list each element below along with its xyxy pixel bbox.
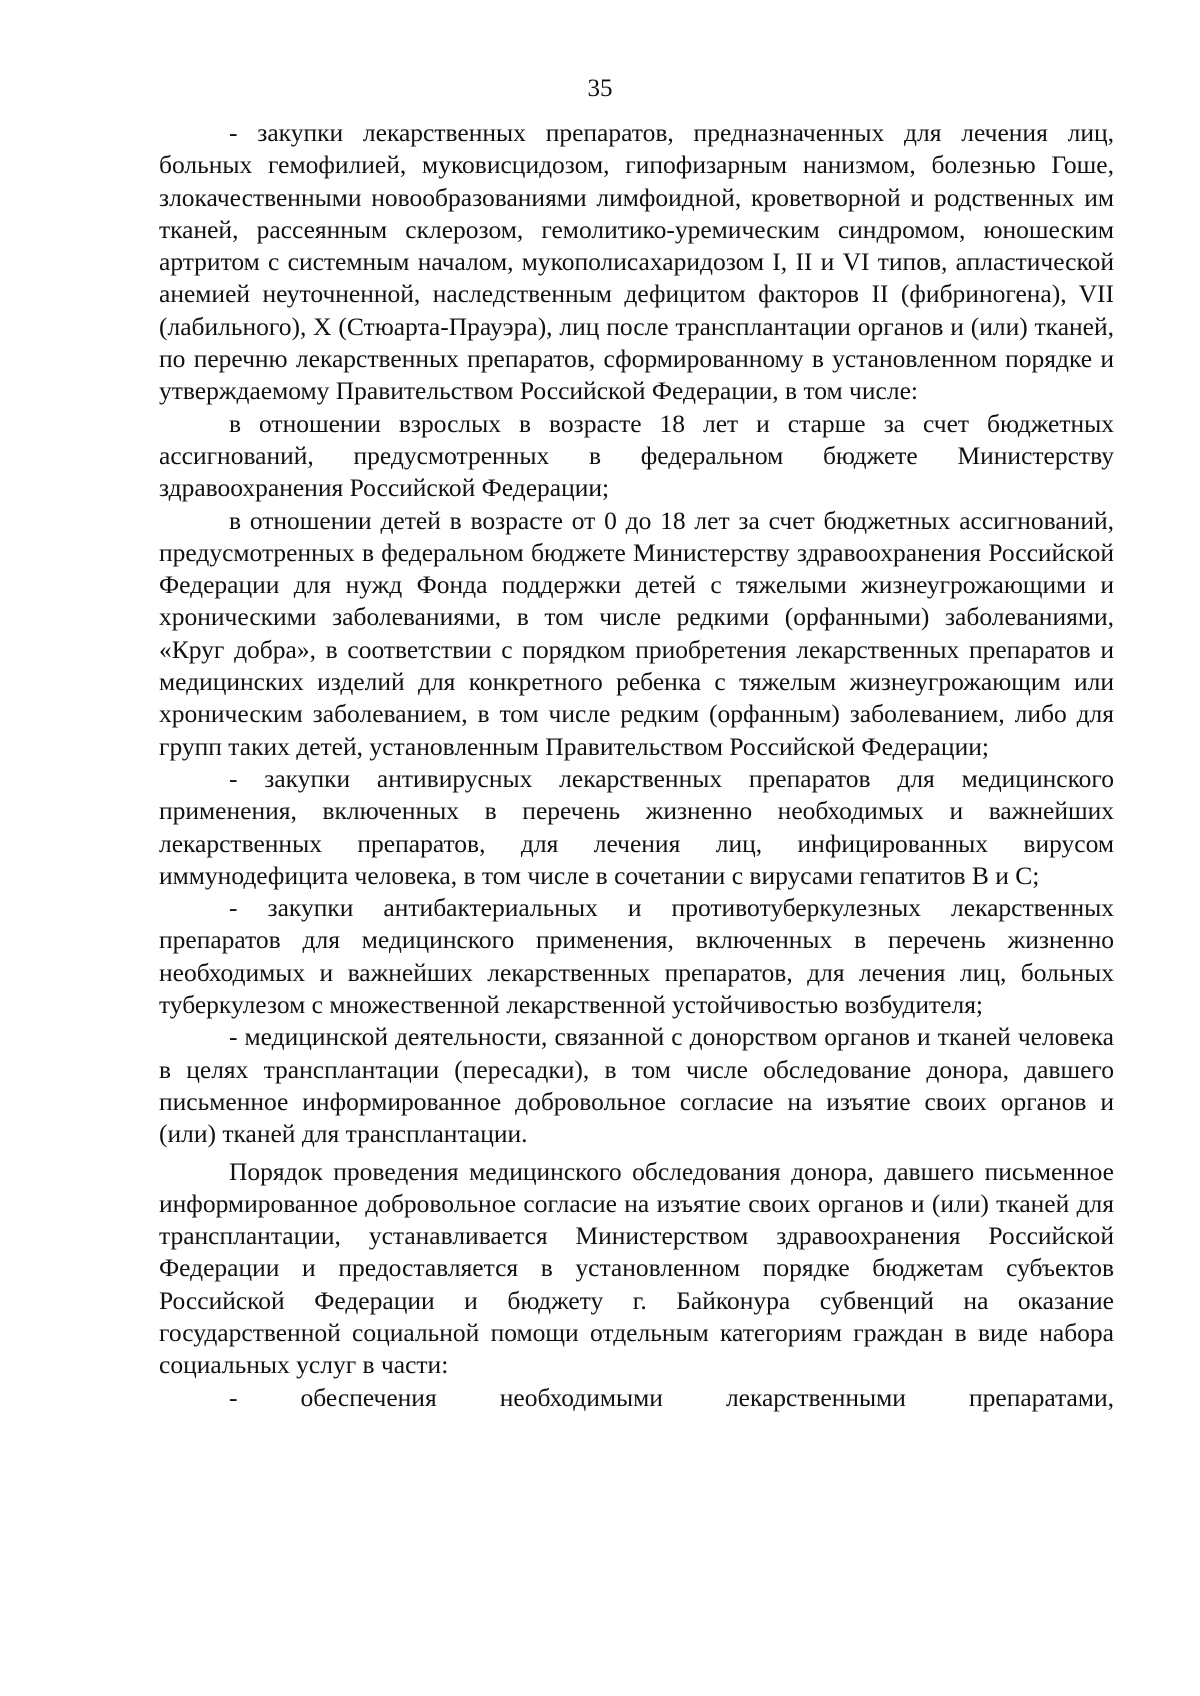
- paragraph-adults: в отношении взрослых в возрасте 18 лет и старше за счет бюджетных ассигнований, предусмотренных в федеральном бюджете Министерству здравоохранения Российской Федерации;: [159, 408, 1114, 503]
- paragraph-donor-examination: Порядок проведения медицинского обследования донора, давшего письменное информированное добровольное согласие на изъятие своих органов и (или) тканей для трансплантации, устанавливается Министерством здравоохранения Российской Федерации и предоставляется в установленном порядке бюджетам субъектов Российской Федерации и бюджету г. Байконура субвенций на оказание государственной социальной помощи отдельным категориям граждан в виде набора социальных услуг в части:: [159, 1156, 1114, 1380]
- paragraph-provision: - обеспечения необходимыми лекарственными препаратами,: [229, 1382, 1114, 1412]
- paragraph-antiviral: - закупки антивирусных лекарственных препаратов для медицинского применения, включенных в перечень жизненно необходимых и важнейших лекарственных препаратов, для лечения лиц, инфицированных вирусом иммунодефицита человека, в том числе в сочетании с вирусами гепатитов B и C;: [159, 763, 1114, 890]
- document-body: [159, 117, 1114, 1414]
- paragraph-children: в отношении детей в возрасте от 0 до 18 лет за счет бюджетных ассигнований, предусмотренных в федеральном бюджете Министерству здравоохранения Российской Федерации для нужд Фонда поддержки детей с тяжелыми жизнеугрожающими и хроническими заболеваниями, в том числе редкими (орфанными) заболеваниями, «Круг добра», в соответствии с порядком приобретения лекарственных препаратов и медицинских изделий для конкретного ребенка с тяжелым жизнеугрожающим или хроническим заболеванием, в том числе редким (орфанным) заболеванием, либо для групп таких детей, установленным Правительством Российской Федерации;: [159, 505, 1114, 761]
- paragraph-antibacterial: - закупки антибактериальных и противотуберкулезных лекарственных препаратов для медицинского применения, включенных в перечень жизненно необходимых и важнейших лекарственных препаратов, для лечения лиц, больных туберкулезом с множественной лекарственной устойчивостью возбудителя;: [159, 893, 1114, 1020]
- page-number: 35: [587, 75, 613, 102]
- paragraph-donor-activity: - медицинской деятельности, связанной с донорством органов и тканей человека в целях трансплантации (пересадки), в том числе обследование донора, давшего письменное информированное добровольное согласие на изъятие своих органов и (или) тканей для трансплантации.: [159, 1022, 1114, 1149]
- paragraph-drug-procurement: - закупки лекарственных препаратов, предназначенных для лечения лиц, больных гемофилией, муковисцидозом, гипофизарным нанизмом, болезнью Гоше, злокачественными новообразованиями лимфоидной, кроветворной и родственных им тканей, рассеянным склерозом, гемолитико-уремическим синдромом, юношеским артритом с системным началом, мукополисахаридозом I, II и VI типов, апластической анемией неуточненной, наследственным дефицитом факторов II (фибриногена), VII (лабильного), X (Стюарта-Прауэра), лиц после трансплантации органов и (или) тканей, по перечню лекарственных препаратов, сформированному в установленном порядке и утверждаемому Правительством Российской Федерации, в том числе:: [159, 118, 1114, 406]
